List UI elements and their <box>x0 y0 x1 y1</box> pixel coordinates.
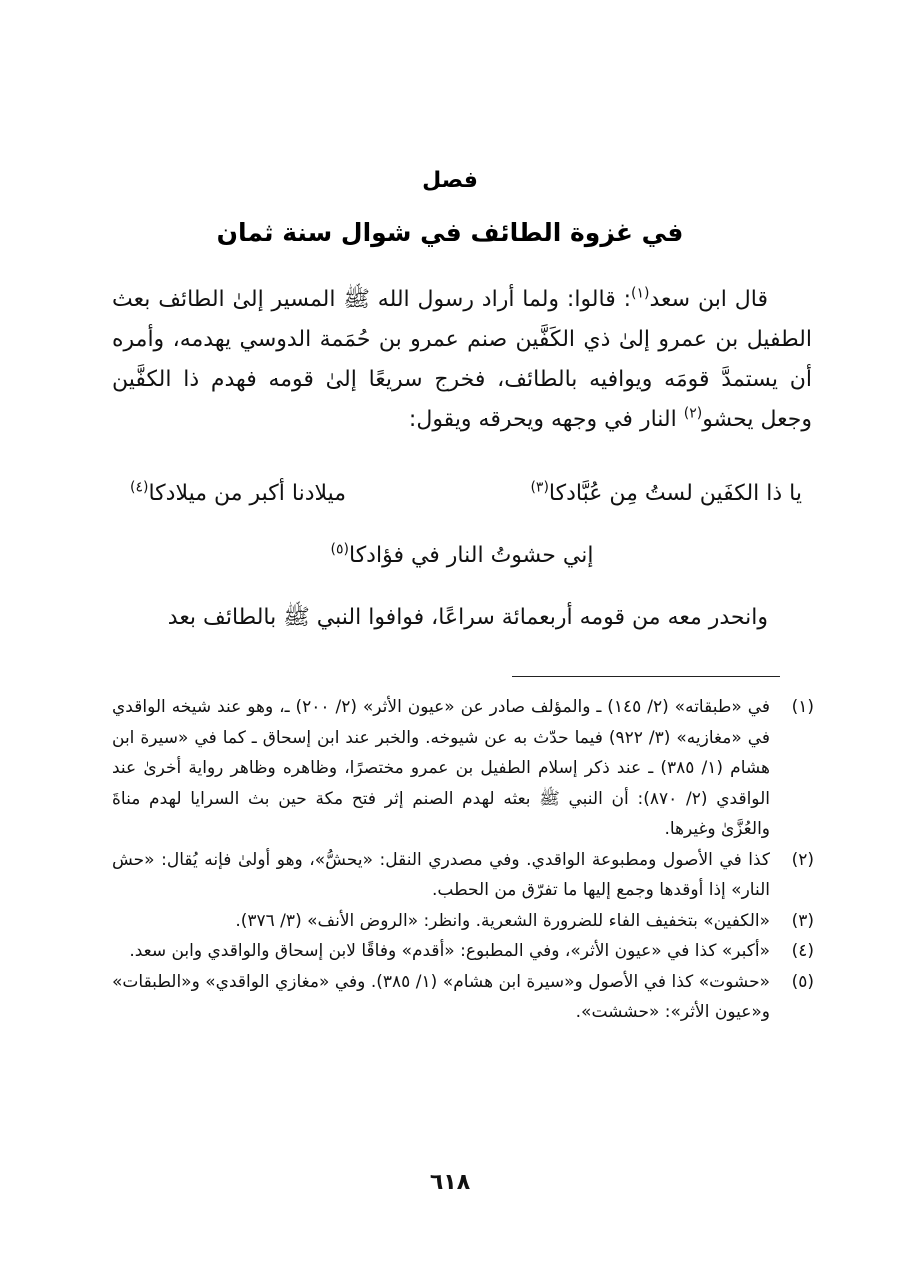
verse1-right-text: يا ذا الكفَين لستُ مِن عُبَّادكا <box>548 481 802 506</box>
footnote-text: «الكفين» بتخفيف الفاء للضرورة الشعرية. وانظر: «الروض الأنف» (٣/ ٣٧٦). <box>235 910 770 931</box>
footnote-text: كذا في الأصول ومطبوعة الواقدي. وفي مصدري النقل: «يحشُّ»، وهو أولىٰ فإنه يُقال: «حش النار» إذا أوقدها وجمع إليها ما تفرّق من الحطب. <box>112 849 770 900</box>
footnote-ref-2[interactable]: (٢) <box>683 405 703 422</box>
footnote-4 <box>112 936 814 967</box>
footnote-number: (٣) <box>791 910 814 931</box>
verse1-left-text: ميلادنا أكبر من ميلادكا <box>148 481 347 506</box>
footnote-5 <box>112 967 814 1028</box>
footnote-separator <box>512 676 780 677</box>
footnotes-section <box>112 692 814 1028</box>
footnote-text: «أكبر» كذا في «عيون الأثر»، وفي المطبوع: «أقدم» وفاقًا لابن إسحاق والواقدي وابن سعد. <box>129 941 770 961</box>
footnote-1 <box>112 692 814 845</box>
main-paragraph-2: وانحدر معه من قومه أربعمائة سراعًا، فوافوا النبي ﷺ بالطائف بعد <box>167 605 768 630</box>
footnote-number: (٤) <box>791 941 814 961</box>
footnote-number: (١) <box>791 697 814 717</box>
page-number: ٦١٨ <box>429 1170 471 1195</box>
verse-hemistich-left <box>130 474 346 514</box>
para1-text-b: : قالوا: ولما أراد رسول الله ﷺ المسير إلىٰ الطائف بعث الطفيل بن عمرو إلىٰ ذي الكَفَّين صنم عمرو بن حُمَمة الدوسي يهدمه، وأمره أن يستمدَّ قومَه ويوافيه بالطائف، فخرج سريعًا إلىٰ قومه فهدم ذا الكفَّين وجعل يحشو <box>112 287 812 432</box>
footnote-ref-3[interactable]: (٣) <box>530 479 549 496</box>
footnote-number: (٥) <box>791 971 814 992</box>
footnote-text: في «طبقاته» (٢/ ١٤٥) ـ والمؤلف صادر عن «عيون الأثر» (٢/ ٢٠٠) ـ، وهو عند شيخه الواقدي في «مغازيه» (٣/ ٩٢٢) فيما حدّث به عن شيوخه. والخبر عند ابن إسحاق ـ كما في «سيرة ابن هشام (١/ ٣٨٥) ـ عند ذكر إسلام الطفيل بن عمرو مختصرًا، وظاهره وظاهر رواية أخرىٰ عند الواقدي (٢/ ٨٧٠): أن النبي ﷺ بعثه لهدم الصنم إثر فتح مكة حين بث السرايا لهدم مناةَ والعُزَّىٰ وغيرها. <box>112 697 771 839</box>
footnote-3 <box>112 906 814 937</box>
verse-line-1 <box>112 474 802 514</box>
para1-text-c: النار في وجهه ويحرقه ويقول: <box>408 407 684 432</box>
footnote-ref-5[interactable]: (٥) <box>330 541 349 558</box>
chapter-heading: فصل <box>422 168 478 193</box>
section-title: في غزوة الطائف في شوال سنة ثمان <box>216 218 684 247</box>
verse2-text: إني حشوتُ النار في فؤادكا <box>349 543 594 568</box>
footnote-2 <box>112 845 814 906</box>
footnote-ref-1[interactable]: (١) <box>631 285 650 302</box>
para1-text-a: قال ابن سعد <box>649 287 768 312</box>
footnote-text: «حشوت» كذا في الأصول و«سيرة ابن هشام» (١/ ٣٨٥). وفي «مغازي الواقدي» و«الطبقات» و«عيون الأثر»: «حششت». <box>112 971 770 1022</box>
footnote-number: (٢) <box>791 849 814 870</box>
footnote-ref-4[interactable]: (٤) <box>130 479 149 496</box>
verse-hemistich-right <box>530 474 802 514</box>
verse-line-2 <box>112 536 812 576</box>
main-paragraph-1 <box>112 280 812 440</box>
